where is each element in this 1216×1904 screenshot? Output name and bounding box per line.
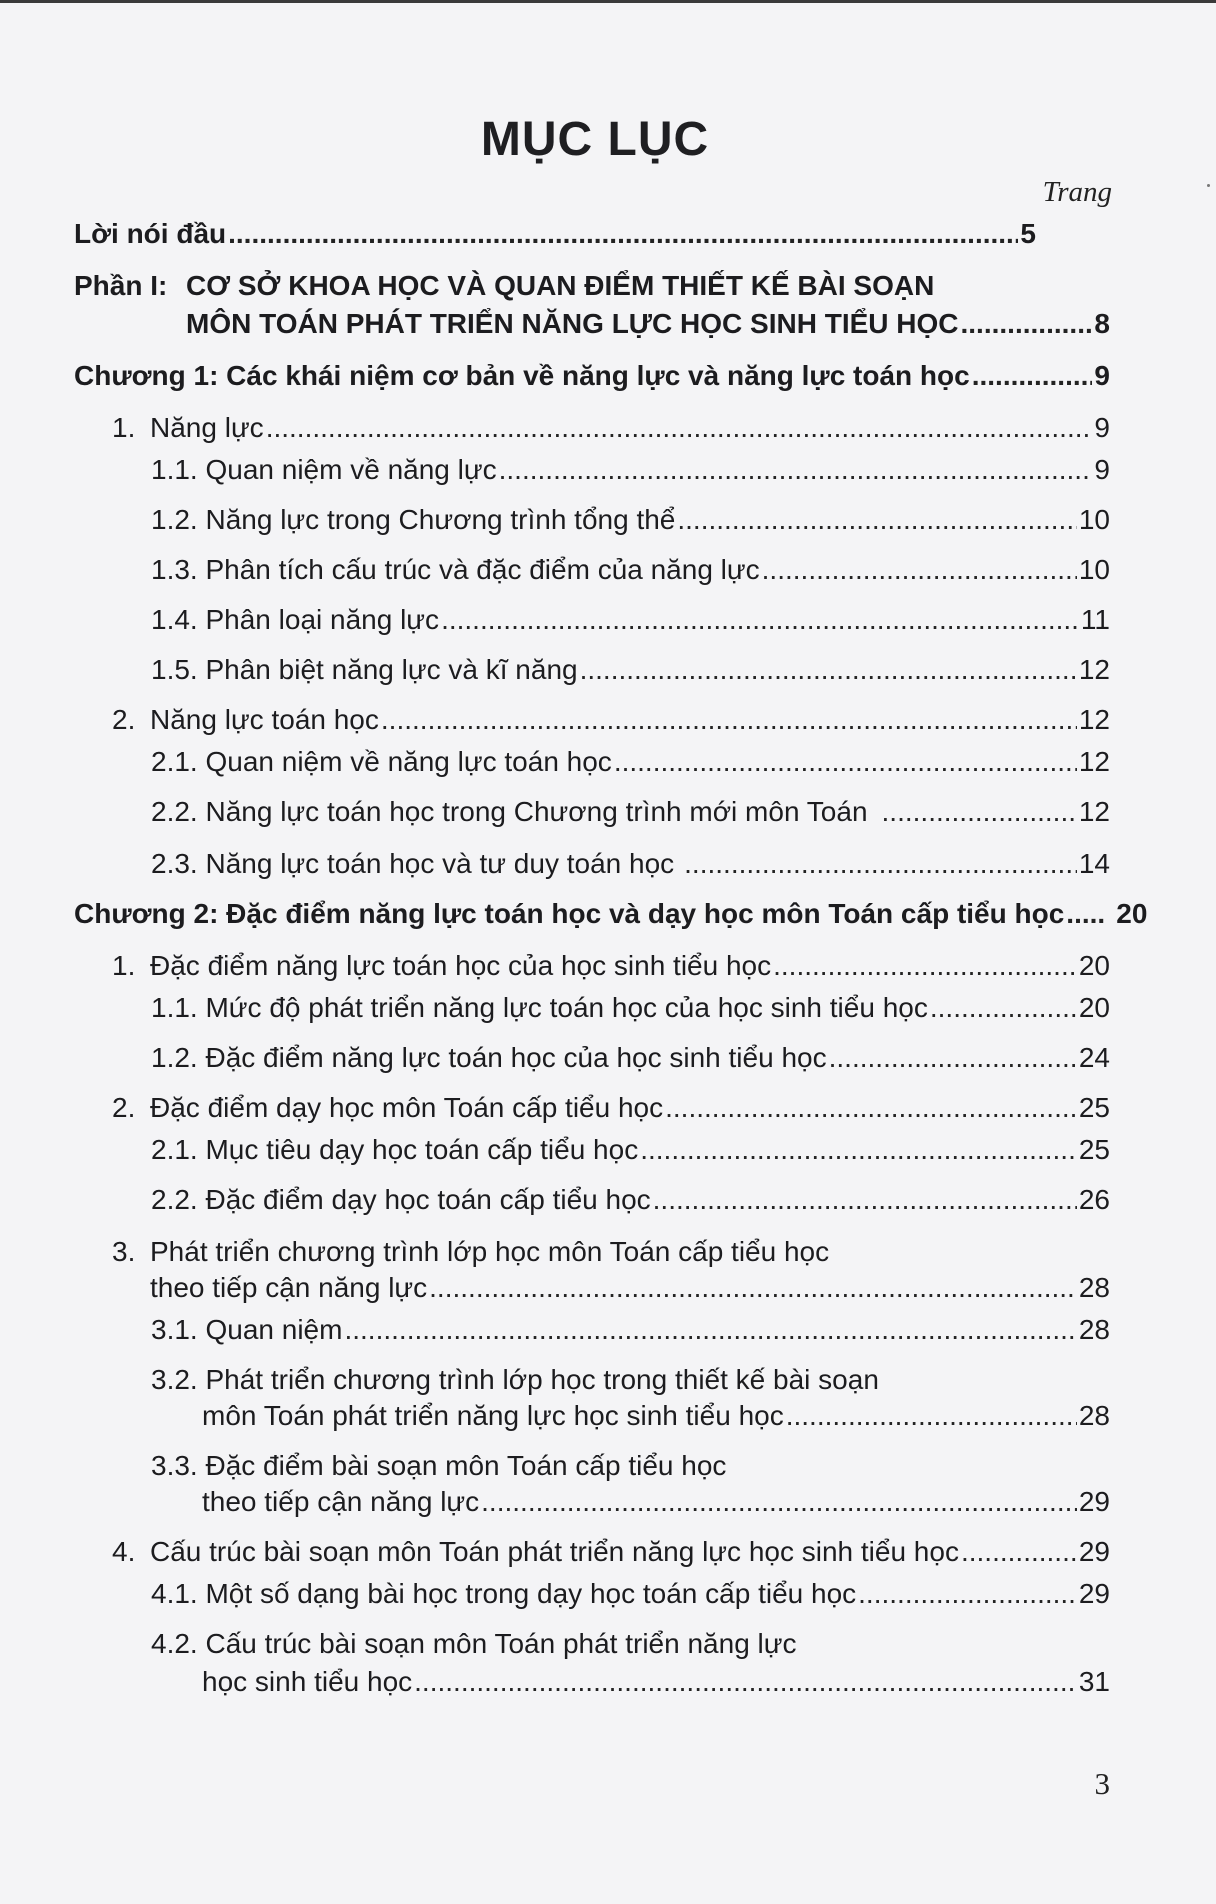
leader-dots: [481, 1484, 1077, 1520]
toc-ch2-section-3-line-1[interactable]: [112, 1234, 1216, 1270]
toc-entry-title: Năng lực: [150, 412, 264, 443]
toc-chapter-2[interactable]: [0, 896, 1216, 932]
toc-section-number: 2.: [112, 1092, 136, 1123]
toc-section-number: 4.: [112, 1536, 136, 1567]
toc-entry-title: 1.1. Mức độ phát triển năng lực toán học của học sinh tiểu học: [151, 992, 928, 1023]
toc-entry-page: 14: [1078, 848, 1110, 879]
page-column-label: Trang: [1042, 176, 1112, 208]
leader-dots: [429, 1270, 1077, 1306]
leader-dots: [640, 1132, 1077, 1168]
toc-ch2-section-2[interactable]: [0, 1090, 1216, 1126]
toc-subsection-1-1[interactable]: [0, 452, 1216, 488]
toc-entry-page: 12: [1078, 746, 1110, 777]
toc-entry-title: Chương 1: Các khái niệm cơ bản về năng lực và năng lực toán học: [74, 360, 970, 391]
toc-subsection-1-4[interactable]: [0, 602, 1216, 638]
toc-ch2-subsection-4-2-line-1[interactable]: [151, 1626, 1216, 1662]
toc-part-number: Phần I:: [74, 270, 168, 301]
leader-dots: [441, 602, 1079, 638]
toc-section-2[interactable]: [0, 702, 1216, 738]
toc-ch2-subsection-3-1[interactable]: [0, 1312, 1216, 1348]
toc-ch2-subsection-3-3-line-1[interactable]: [151, 1448, 1216, 1484]
toc-entry-page: 20: [1078, 992, 1110, 1023]
toc-subsection-1-2[interactable]: [0, 502, 1216, 538]
toc-entry-page: 29: [1078, 1536, 1110, 1567]
toc-entry-page: 29: [1078, 1578, 1110, 1609]
toc-entry-page: 25: [1078, 1092, 1110, 1123]
toc-entry-page: 29: [1078, 1486, 1110, 1517]
toc-entry-title: 2.3. Năng lực toán học và tư duy toán học: [151, 848, 675, 879]
toc-section-number: 1.: [112, 950, 136, 981]
toc-entry-title: 2.1. Quan niệm về năng lực toán học: [151, 746, 612, 777]
toc-entry-page: 12: [1078, 704, 1110, 735]
toc-entry-page: 28: [1078, 1272, 1110, 1303]
toc-entry-title-line-1: Phát triển chương trình lớp học môn Toán cấp tiểu học: [150, 1236, 830, 1267]
toc-section-number: 3.: [112, 1236, 136, 1267]
toc-ch2-subsection-1-2[interactable]: [0, 1040, 1216, 1076]
toc-ch2-subsection-1-1[interactable]: [0, 990, 1216, 1026]
leader-dots: [762, 552, 1077, 588]
leader-dots: [228, 216, 1018, 252]
toc-entry-title: 2.1. Mục tiêu dạy học toán cấp tiểu học: [151, 1134, 639, 1165]
leader-dots: [1066, 896, 1106, 932]
toc-ch2-subsection-2-2[interactable]: [0, 1182, 1216, 1218]
toc-section-1[interactable]: [0, 410, 1216, 446]
page-number: 3: [1094, 1766, 1110, 1801]
toc-entry-title-line-1: 4.2. Cấu trúc bài soạn môn Toán phát triển năng lực: [151, 1628, 797, 1659]
toc-entry-title-line-2: theo tiếp cận năng lực: [202, 1486, 480, 1517]
toc-entry-page: 9: [1094, 360, 1110, 391]
toc-entry-title: 3.1. Quan niệm: [151, 1314, 343, 1345]
leader-dots: [684, 846, 1077, 882]
leader-dots: [414, 1664, 1077, 1700]
toc-entry-page: 8: [1094, 308, 1110, 339]
toc-entry-page: 12: [1078, 796, 1110, 827]
leader-dots: [930, 990, 1077, 1026]
toc-ch2-subsection-3-2-line-2[interactable]: [0, 1398, 1216, 1434]
toc-ch2-subsection-2-1[interactable]: [0, 1132, 1216, 1168]
toc-entry-title: Cấu trúc bài soạn môn Toán phát triển năng lực học sinh tiểu học: [150, 1536, 959, 1567]
toc-subsection-1-5[interactable]: [0, 652, 1216, 688]
leader-dots: [961, 1534, 1077, 1570]
leader-dots: [665, 1090, 1077, 1126]
toc-entry-title: 1.2. Đặc điểm năng lực toán học của học sinh tiểu học: [151, 1042, 827, 1073]
toc-entry-page: 25: [1078, 1134, 1110, 1165]
toc-entry-page: 9: [1094, 454, 1110, 485]
toc-entry-preface[interactable]: [0, 216, 1142, 252]
toc-entry-title: Lời nói đầu: [74, 218, 227, 249]
leader-dots: [381, 702, 1077, 738]
leader-dots: [972, 358, 1093, 394]
leader-dots: [677, 502, 1076, 538]
toc-entry-title: 4.1. Một số dạng bài học trong dạy học toán cấp tiểu học: [151, 1578, 857, 1609]
leader-dots: [344, 1312, 1076, 1348]
toc-section-number: 2.: [112, 704, 136, 735]
toc-ch2-subsection-4-1[interactable]: [0, 1576, 1216, 1612]
toc-part-1-line-2[interactable]: [0, 306, 1216, 342]
toc-subsection-2-1[interactable]: [0, 744, 1216, 780]
toc-entry-page: 24: [1078, 1042, 1110, 1073]
toc-entry-page: 31: [1078, 1666, 1110, 1697]
toc-entry-title-line-2: môn Toán phát triển năng lực học sinh tiểu học: [202, 1400, 784, 1431]
toc-entry-page: 5: [1020, 218, 1036, 249]
toc-part-title-line-1: CƠ SỞ KHOA HỌC VÀ QUAN ĐIỂM THIẾT KẾ BÀI SOẠN: [186, 270, 935, 301]
toc-entry-title: Chương 2: Đặc điểm năng lực toán học và dạy học môn Toán cấp tiểu học: [74, 898, 1065, 929]
toc-entry-title: Đặc điểm dạy học môn Toán cấp tiểu học: [150, 1092, 664, 1123]
toc-entry-page: 20: [1078, 950, 1110, 981]
toc-entry-title: 2.2. Đặc điểm dạy học toán cấp tiểu học: [151, 1184, 651, 1215]
toc-entry-title: 1.5. Phân biệt năng lực và kĩ năng: [151, 654, 578, 685]
toc-entry-page: 10: [1078, 504, 1110, 535]
leader-dots: [882, 794, 1077, 830]
leader-dots: [580, 652, 1077, 688]
toc-entry-page: 20: [1116, 898, 1148, 929]
toc-entry-page: 28: [1078, 1400, 1110, 1431]
toc-subsection-2-2[interactable]: [0, 794, 1216, 830]
toc-entry-title: Đặc điểm năng lực toán học của học sinh tiểu học: [150, 950, 772, 981]
toc-entry-title: 1.4. Phân loại năng lực: [151, 604, 440, 635]
toc-ch2-subsection-4-2-line-2[interactable]: [0, 1664, 1216, 1700]
toc-entry-title: 1.1. Quan niệm về năng lực: [151, 454, 497, 485]
page-title: MỤC LỤC: [480, 113, 710, 166]
leader-dots: [499, 452, 1093, 488]
toc-ch2-subsection-3-2-line-1[interactable]: [151, 1362, 1216, 1398]
leader-dots: [829, 1040, 1077, 1076]
toc-entry-page: 26: [1078, 1184, 1110, 1215]
toc-entry-title: 2.2. Năng lực toán học trong Chương trình mới môn Toán: [151, 796, 868, 827]
leader-dots: [786, 1398, 1077, 1434]
toc-entry-page: 11: [1080, 604, 1110, 635]
toc-subsection-1-3[interactable]: [0, 552, 1216, 588]
toc-entry-title: Năng lực toán học: [150, 704, 379, 735]
toc-entry-title-line-1: 3.2. Phát triển chương trình lớp học trong thiết kế bài soạn: [151, 1364, 879, 1395]
toc-subsection-2-3[interactable]: [0, 846, 1216, 882]
toc-entry-page: 9: [1094, 412, 1110, 443]
leader-dots: [961, 306, 1093, 342]
toc-entry-title: 1.3. Phân tích cấu trúc và đặc điểm của năng lực: [151, 554, 760, 585]
toc-entry-page: 28: [1078, 1314, 1110, 1345]
leader-dots: [653, 1182, 1077, 1218]
toc-entry-page: 10: [1078, 554, 1110, 585]
leader-dots: [266, 410, 1093, 446]
toc-part-title-line-2: MÔN TOÁN PHÁT TRIỂN NĂNG LỰC HỌC SINH TIỂU HỌC: [186, 308, 959, 339]
toc-section-number: 1.: [112, 412, 136, 443]
leader-dots: [858, 1576, 1077, 1612]
leader-dots: [614, 744, 1077, 780]
toc-entry-title-line-2: theo tiếp cận năng lực: [150, 1272, 428, 1303]
toc-entry-title-line-2: học sinh tiểu học: [202, 1666, 413, 1697]
leader-dots: [773, 948, 1077, 984]
toc-chapter-1[interactable]: [0, 358, 1216, 394]
toc-entry-page: 12: [1078, 654, 1110, 685]
toc-entry-title: 1.2. Năng lực trong Chương trình tổng thể: [151, 504, 676, 535]
toc-part-1-line-1[interactable]: [74, 268, 1216, 304]
toc-ch2-section-1[interactable]: [0, 948, 1216, 984]
toc-ch2-section-4[interactable]: [0, 1534, 1216, 1570]
toc-ch2-section-3-line-2[interactable]: [0, 1270, 1216, 1306]
toc-entry-title-line-1: 3.3. Đặc điểm bài soạn môn Toán cấp tiểu học: [151, 1450, 727, 1481]
toc-ch2-subsection-3-3-line-2[interactable]: [0, 1484, 1216, 1520]
